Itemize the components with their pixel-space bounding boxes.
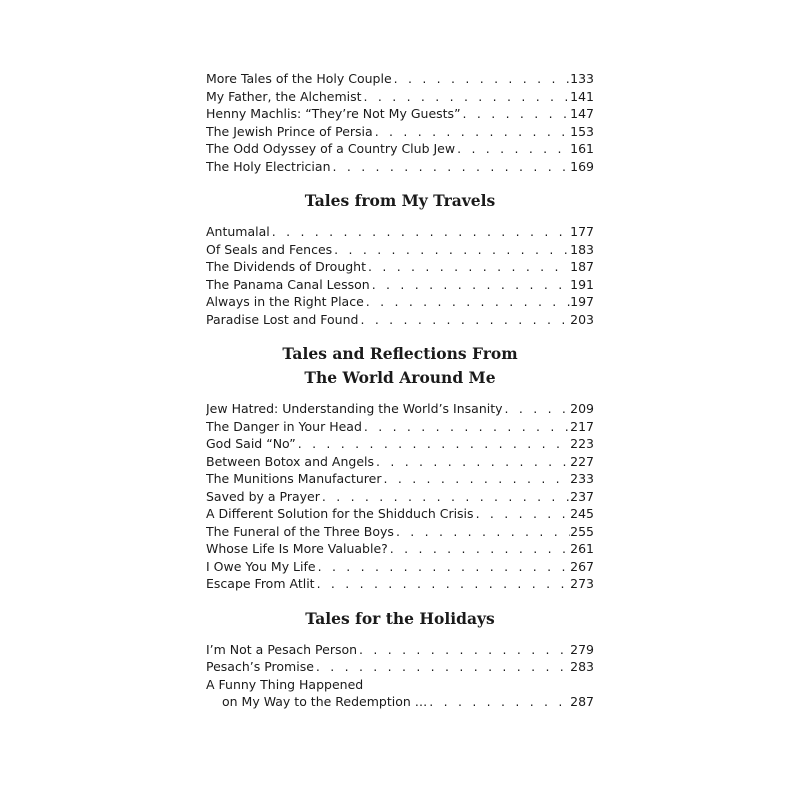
toc-entry: [206, 641, 594, 659]
toc-entry-page: 161: [570, 141, 594, 156]
dot-leader: [368, 258, 570, 276]
dot-leader: [390, 540, 570, 558]
toc-entry-page: 273: [570, 576, 594, 591]
toc-entry-title: Pesach’s Promise: [206, 659, 314, 674]
dot-leader: [476, 505, 571, 523]
dot-leader: [272, 223, 570, 241]
dot-leader: [322, 488, 570, 506]
dot-leader: [463, 105, 571, 123]
toc-entry-page: 153: [570, 123, 594, 139]
toc-section-holidays: [206, 607, 594, 711]
section-heading: [206, 189, 594, 213]
toc-entry-title: Between Botox and Angels: [206, 453, 374, 469]
dot-leader: [366, 293, 570, 311]
toc-entry-page: 191: [570, 276, 594, 292]
toc-entry: [206, 123, 594, 141]
toc-entry-title: Antumalal: [206, 224, 270, 239]
toc-entry: [206, 540, 594, 558]
toc-entry-continuation: [206, 693, 594, 711]
toc-intro-list: [206, 70, 594, 175]
dot-leader: [364, 88, 571, 106]
dot-leader: [316, 658, 570, 676]
toc-entry-title: Always in the Right Place: [206, 294, 364, 309]
dot-leader: [505, 400, 571, 418]
dot-leader: [333, 158, 571, 176]
dot-leader: [396, 523, 570, 541]
toc-entry-page: 261: [570, 541, 594, 556]
toc-entry: [206, 418, 594, 436]
toc-entry: [206, 488, 594, 506]
toc-entry-page: 287: [570, 694, 594, 709]
section-heading-line: The World Around Me: [304, 368, 496, 387]
toc-entry-title: Paradise Lost and Found: [206, 311, 359, 327]
dot-leader: [429, 693, 570, 711]
dot-leader: [457, 140, 570, 158]
dot-leader: [364, 418, 570, 436]
toc-entry-title: A Funny Thing Happened: [206, 676, 364, 692]
toc-entry-page: 217: [570, 418, 594, 434]
toc-entry-page: 169: [570, 158, 594, 174]
dot-leader: [372, 276, 570, 294]
toc-entry: [206, 88, 594, 106]
toc-entry-page: 223: [570, 436, 594, 451]
section-heading: [206, 607, 594, 631]
toc-entry: [206, 223, 594, 241]
toc-entry: [206, 70, 594, 88]
section-heading-line: Tales for the Holidays: [305, 608, 495, 628]
toc-entry: [206, 293, 594, 311]
toc-entry-title: A Different Solution for the Shidduch Crisis: [206, 506, 474, 521]
toc-entry-title: Of Seals and Fences: [206, 241, 333, 257]
toc-entry-page: 177: [570, 224, 594, 239]
toc-entry: [206, 158, 594, 176]
toc-entry-title: Saved by a Prayer: [206, 488, 320, 504]
dot-leader: [317, 575, 571, 593]
dot-leader: [298, 435, 570, 453]
toc-entry-page: 141: [570, 88, 594, 104]
toc-entry-title: I Owe You My Life: [206, 558, 316, 574]
toc-entry-title: The Funeral of the Three Boys: [206, 523, 394, 539]
toc-entry-title: The Panama Canal Lesson: [206, 276, 370, 292]
toc-entry-page: 267: [570, 558, 594, 574]
dot-leader: [360, 311, 570, 329]
toc-entry-title: God Said “No”: [206, 436, 296, 451]
toc-entry: [206, 470, 594, 488]
toc-entry-title: The Dividends of Drought: [206, 259, 366, 274]
toc-entry-page: 279: [570, 641, 594, 657]
toc-entry-title: Henny Machlis: “They’re Not My Guests”: [206, 106, 461, 121]
toc-entry-title: I’m Not a Pesach Person: [206, 641, 358, 657]
toc-entry-page: 187: [570, 259, 594, 274]
toc-entry: [206, 575, 594, 593]
toc-entry-page: 133: [570, 71, 594, 86]
toc-section-travels: [206, 189, 594, 328]
dot-leader: [375, 123, 570, 141]
toc-entry: [206, 276, 594, 294]
toc-entry-page: 233: [570, 471, 594, 486]
toc-entry-page: 209: [570, 401, 594, 416]
toc-entry-title: Jew Hatred: Understanding the World’s Insanity: [206, 401, 503, 416]
toc-entry-title: More Tales of the Holy Couple: [206, 71, 392, 86]
section-heading-line: Tales and Reflections From: [282, 344, 518, 363]
toc-entry-title: Escape From Atlit: [206, 576, 315, 591]
toc-entry-title: The Munitions Manufacturer: [206, 471, 382, 486]
toc-entry-page: 203: [570, 311, 594, 327]
toc-entry-page: 283: [570, 659, 594, 674]
toc-entry: [206, 105, 594, 123]
dot-leader: [359, 641, 570, 659]
toc-entry-title: Whose Life Is More Valuable?: [206, 541, 388, 556]
dot-leader: [394, 70, 571, 88]
toc-entry-title: The Jewish Prince of Persia: [206, 123, 373, 139]
toc-entry: [206, 140, 594, 158]
toc-section-reflections: [206, 342, 594, 593]
toc-entry-title: on My Way to the Redemption …: [222, 694, 428, 709]
toc-entry-page: 183: [570, 241, 594, 257]
toc-entry-title: My Father, the Alchemist: [206, 88, 362, 104]
toc-entry-page: 237: [570, 488, 594, 504]
toc-entry-title: The Odd Odyssey of a Country Club Jew: [206, 141, 456, 156]
toc-entry: [206, 400, 594, 418]
toc-entry: [206, 523, 594, 541]
toc-entry-first-line: [206, 676, 594, 694]
toc-entry-page: 245: [570, 506, 594, 521]
toc-entry: [206, 658, 594, 676]
toc-entry-title: The Holy Electrician: [206, 158, 331, 174]
toc-entry: [206, 558, 594, 576]
dot-leader: [318, 558, 571, 576]
toc-entry-page: 227: [570, 453, 594, 469]
toc-entry: [206, 258, 594, 276]
section-heading: [206, 342, 594, 390]
dot-leader: [334, 241, 570, 259]
toc-entry: [206, 435, 594, 453]
toc-entry: [206, 241, 594, 259]
toc-entry-title: The Danger in Your Head: [206, 418, 362, 434]
toc-entry: [206, 453, 594, 471]
dot-leader: [376, 453, 570, 471]
toc-entry-page: 197: [570, 294, 594, 309]
toc-entry-page: 147: [570, 106, 594, 121]
section-heading-line: Tales from My Travels: [304, 191, 496, 210]
toc-entry: [206, 505, 594, 523]
toc-entry: [206, 311, 594, 329]
toc-entry-page: 255: [570, 523, 594, 539]
table-of-contents: [206, 70, 594, 711]
dot-leader: [384, 470, 571, 488]
